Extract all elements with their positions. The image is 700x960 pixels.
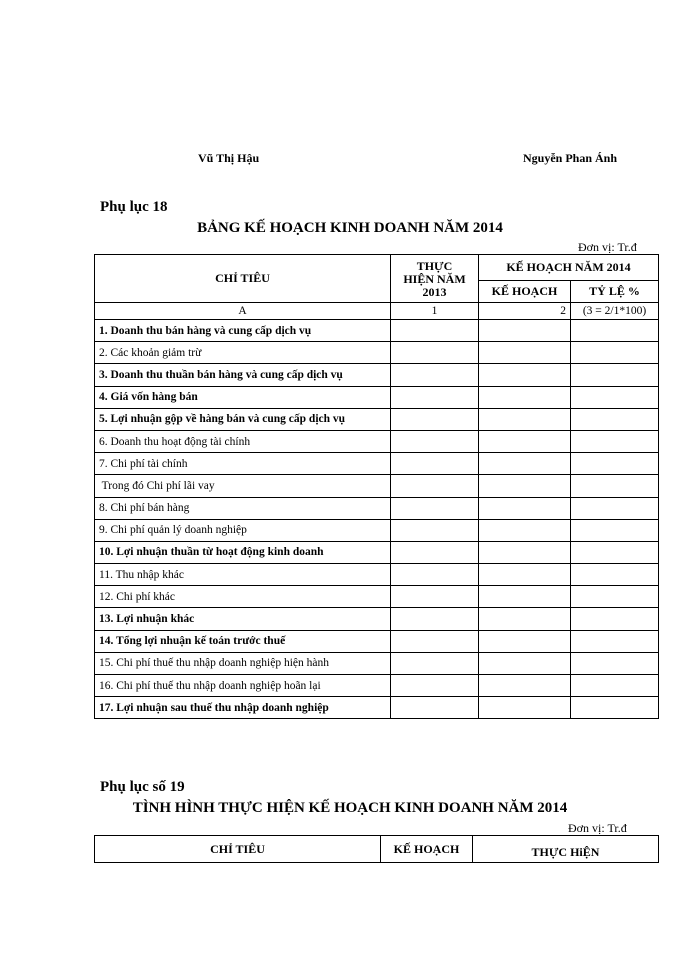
actual-2013-cell xyxy=(391,564,479,586)
ratio-cell xyxy=(571,586,659,608)
appendix-18-unit: Đơn vị: Tr.đ xyxy=(578,240,637,254)
plan-cell xyxy=(479,320,571,342)
table-row xyxy=(95,564,659,586)
table-row xyxy=(95,652,659,674)
actual-2013-cell xyxy=(391,386,479,408)
table-row xyxy=(95,586,659,608)
actual-2013-cell xyxy=(391,675,479,697)
actual-2013-cell xyxy=(391,697,479,719)
actual-2013-cell xyxy=(391,453,479,475)
ratio-cell xyxy=(571,564,659,586)
appendix-18-title: BẢNG KẾ HOẠCH KINH DOANH NĂM 2014 xyxy=(197,220,503,236)
ratio-cell xyxy=(571,652,659,674)
ratio-cell xyxy=(571,342,659,364)
row-label: 4. Giá vốn hàng bán xyxy=(95,386,391,408)
ratio-cell xyxy=(571,697,659,719)
actual-2013-cell xyxy=(391,364,479,386)
row-label: 3. Doanh thu thuần bán hàng và cung cấp dịch vụ xyxy=(95,364,391,386)
ratio-cell xyxy=(571,675,659,697)
ratio-cell xyxy=(571,386,659,408)
exec-header-plan: KẾ HOẠCH xyxy=(381,836,473,863)
row-label: 15. Chi phí thuế thu nhập doanh nghiệp hiện hành xyxy=(95,652,391,674)
row-label: 5. Lợi nhuận gộp về hàng bán và cung cấp dịch vụ xyxy=(95,408,391,430)
ratio-cell xyxy=(571,519,659,541)
row-label: 6. Doanh thu hoạt động tài chính xyxy=(95,430,391,452)
row-label: 16. Chi phí thuế thu nhập doanh nghiệp hoãn lại xyxy=(95,675,391,697)
row-label: 11. Thu nhập khác xyxy=(95,564,391,586)
ratio-cell xyxy=(571,430,659,452)
exec-header-indicator: CHỈ TIÊU xyxy=(95,836,381,863)
actual-2013-cell xyxy=(391,320,479,342)
row-label: 7. Chi phí tài chính xyxy=(95,453,391,475)
header-plan-2014: KẾ HOẠCH NĂM 2014 xyxy=(479,255,659,281)
header-indicator: CHỈ TIÊU xyxy=(95,255,391,303)
header-ratio: TỶ LỆ % xyxy=(571,281,659,303)
actual-2013-cell xyxy=(391,630,479,652)
plan-cell xyxy=(479,564,571,586)
plan-cell xyxy=(479,608,571,630)
row-label: 1. Doanh thu bán hàng và cung cấp dịch vụ xyxy=(95,320,391,342)
row-label: 10. Lợi nhuận thuần từ hoạt động kinh doanh xyxy=(95,541,391,563)
header-plan: KẾ HOẠCH xyxy=(479,281,571,303)
plan-cell xyxy=(479,453,571,475)
plan-cell xyxy=(479,497,571,519)
plan-cell xyxy=(479,675,571,697)
row-label: 2. Các khoản giảm trừ xyxy=(95,342,391,364)
actual-2013-cell xyxy=(391,586,479,608)
index-3: (3 = 2/1*100) xyxy=(571,303,659,320)
index-1: 1 xyxy=(391,303,479,320)
ratio-cell xyxy=(571,475,659,497)
header-actual-2013: THỰC HIỆN NĂM 2013 xyxy=(391,255,479,303)
actual-2013-cell xyxy=(391,342,479,364)
table-row xyxy=(95,430,659,452)
ratio-cell xyxy=(571,630,659,652)
plan-cell xyxy=(479,342,571,364)
plan-cell xyxy=(479,408,571,430)
plan-cell xyxy=(479,541,571,563)
exec-header-actual: THỰC HiỆN xyxy=(473,836,659,863)
ratio-cell xyxy=(571,364,659,386)
plan-cell xyxy=(479,652,571,674)
business-plan-table xyxy=(94,254,659,719)
table-row xyxy=(95,497,659,519)
actual-2013-cell xyxy=(391,497,479,519)
actual-2013-cell xyxy=(391,408,479,430)
plan-cell xyxy=(479,519,571,541)
appendix-19-label: Phụ lục số 19 xyxy=(100,779,185,795)
plan-cell xyxy=(479,475,571,497)
plan-cell xyxy=(479,630,571,652)
table-row xyxy=(95,697,659,719)
row-label: 9. Chi phí quản lý doanh nghiệp xyxy=(95,519,391,541)
table-row xyxy=(95,364,659,386)
signature-left: Vũ Thị Hậu xyxy=(198,151,260,165)
actual-2013-cell xyxy=(391,430,479,452)
row-label: 14. Tổng lợi nhuận kế toán trước thuế xyxy=(95,630,391,652)
table-row xyxy=(95,320,659,342)
ratio-cell xyxy=(571,497,659,519)
ratio-cell xyxy=(571,453,659,475)
table-row xyxy=(95,386,659,408)
table-row xyxy=(95,408,659,430)
actual-2013-cell xyxy=(391,652,479,674)
signature-right: Nguyễn Phan Ánh xyxy=(523,151,618,165)
appendix-19-unit: Đơn vị: Tr.đ xyxy=(568,821,627,835)
index-a: A xyxy=(95,303,391,320)
ratio-cell xyxy=(571,320,659,342)
plan-execution-table xyxy=(94,835,659,863)
actual-2013-cell xyxy=(391,519,479,541)
row-label: 17. Lợi nhuận sau thuế thu nhập doanh nghiệp xyxy=(95,697,391,719)
table-row xyxy=(95,630,659,652)
plan-cell xyxy=(479,697,571,719)
table-row xyxy=(95,541,659,563)
table-row xyxy=(95,608,659,630)
table-row xyxy=(95,675,659,697)
table-row xyxy=(95,342,659,364)
appendix-19-title: TÌNH HÌNH THỰC HIỆN KẾ HOẠCH KINH DOANH NĂM 2014 xyxy=(132,800,568,816)
plan-cell xyxy=(479,586,571,608)
plan-cell xyxy=(479,430,571,452)
row-label: 13. Lợi nhuận khác xyxy=(95,608,391,630)
row-label: 8. Chi phí bán hàng xyxy=(95,497,391,519)
row-label: 12. Chi phí khác xyxy=(95,586,391,608)
ratio-cell xyxy=(571,608,659,630)
plan-cell xyxy=(479,386,571,408)
index-2: 2 xyxy=(479,303,571,320)
table-row xyxy=(95,453,659,475)
appendix-18-label: Phụ lục 18 xyxy=(100,199,168,215)
table-row xyxy=(95,519,659,541)
table-row xyxy=(95,475,659,497)
actual-2013-cell xyxy=(391,608,479,630)
row-label: Trong đó Chi phí lãi vay xyxy=(95,475,391,497)
ratio-cell xyxy=(571,541,659,563)
plan-cell xyxy=(479,364,571,386)
ratio-cell xyxy=(571,408,659,430)
actual-2013-cell xyxy=(391,475,479,497)
actual-2013-cell xyxy=(391,541,479,563)
